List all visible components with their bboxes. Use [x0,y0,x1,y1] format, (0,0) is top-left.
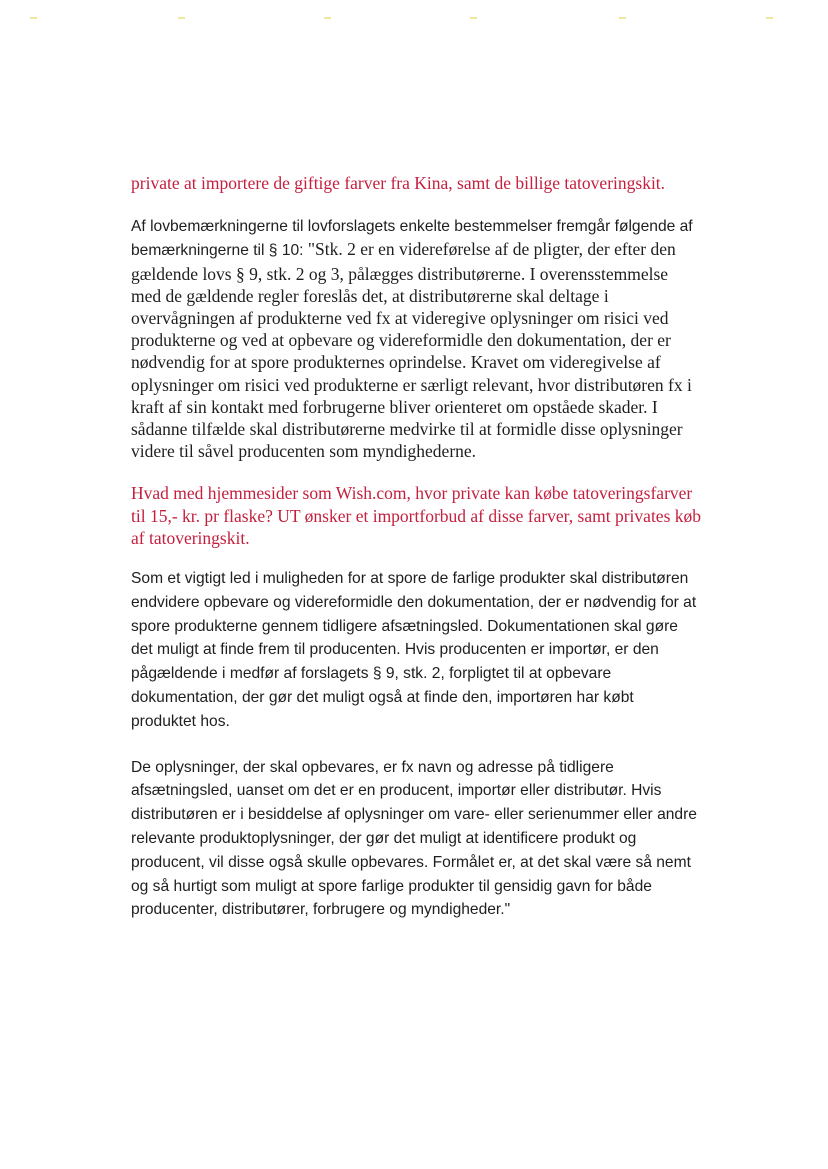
quoted-paragraph [131,214,701,462]
highlighted-paragraph-2: Hvad med hjemmesider som Wish.com, hvor private kan købe tatoveringsfarver til 15,- kr. pr flaske? UT ønsker et importforbud af disse farver, samt privates køb af tatoveringskit. [131,483,702,548]
body-paragraph-2: De oplysninger, der skal opbevares, er fx navn og adresse på tidligere afsætningsled, uanset om det er en producent, importør eller distributør. Hvis distributøren er i besiddelse af oplysninger om vare- eller serienummer eller andre relevante produktoplysninger, der gør det muligt at identificere produkt og producent, vil disse også skulle opbevares. Formålet er, at det skal være så nemt og så hurtigt som muligt at spore farlige produkter til gensidig gavn for både producenter, distributører, forbrugere og myndigheder." [131,758,697,919]
body-paragraph-1: Som et vigtigt led i muligheden for at spore de farlige produkter skal distributøren endvidere opbevare og videreformidle den dokumentation, der er nødvendig for at spore produkterne gennem tidligere afsætningsled. Dokumentationen skal gøre det muligt at finde frem til producenten. Hvis producenten er importør, er den pågældende i medfør af forslagets § 9, stk. 2, forpligtet til at opbevare dokumentation, der gør det muligt også at finde den, importøren har købt produktet hos. [131,570,697,730]
quote-intro: Af lovbemærkningerne til lovforslagets enkelte bestemmelser fremgår følgende af bemærkningerne til § 10: [131,218,693,260]
scan-artifacts [0,0,828,40]
quote-body: "Stk. 2 er en videreførelse af de pligter, der efter den gældende lovs § 9, stk. 2 og 3, pålægges distributørerne. I overensstemmelse med de gældende regler foreslås det, at distributørerne skal deltage i overvågningen af produkterne ved fx at videregive oplysninger om risici ved produkterne og ved at opbevare og videreformidle den dokumentation, der er nødvendig for at spore produkternes oprindelse. Kravet om videregivelse af oplysninger om risici ved produkterne er særligt relevant, hvor distributøren fx i kraft af sin kontakt med forbrugerne bliver orienteret om opståede skader. I sådanne tilfælde skal distributørerne medvirke til at formidle disse oplysninger videre til såvel producenten som myndighederne. [131,239,692,462]
highlighted-paragraph-1: private at importere de giftige farver fra Kina, samt de billige tatoveringskit. [131,173,666,193]
document-body [131,172,701,922]
